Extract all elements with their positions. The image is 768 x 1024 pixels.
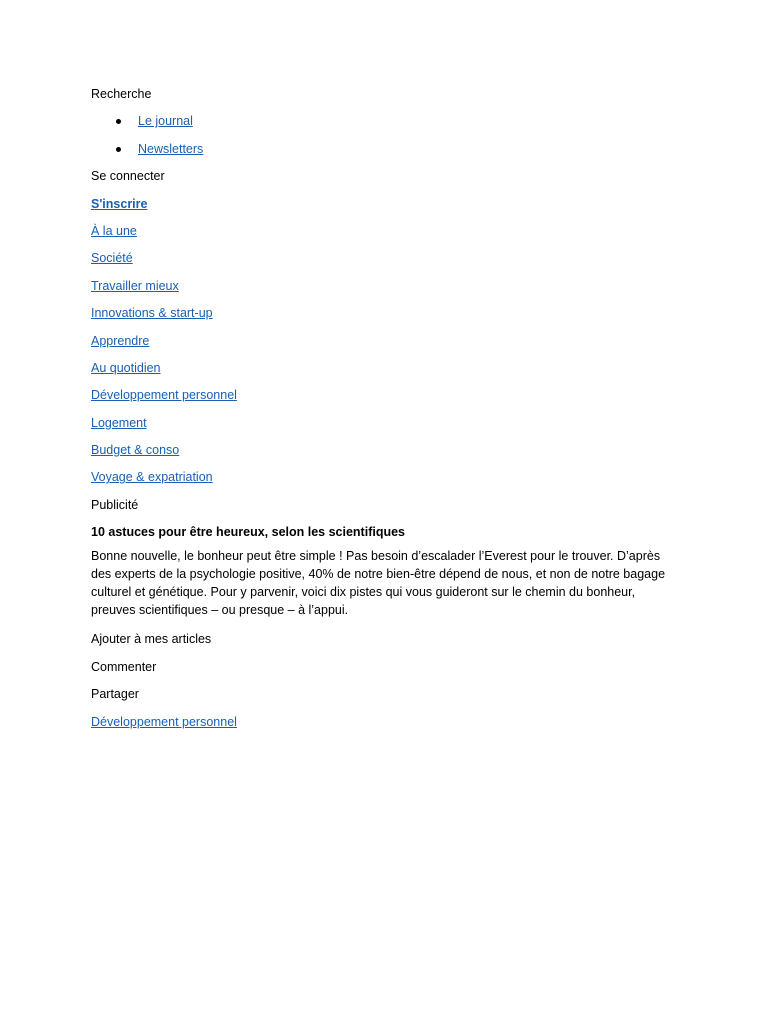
nav-item-developpement-personnel	[91, 385, 681, 412]
main-content	[91, 84, 681, 739]
header-links	[91, 111, 681, 166]
header-link-item-newsletters	[91, 139, 681, 166]
nav-item-travailler-mieux	[91, 276, 681, 303]
article	[91, 522, 681, 739]
article-category-row	[91, 712, 681, 739]
nav-item-apprendre	[91, 331, 681, 358]
article-summary: Bonne nouvelle, le bonheur peut être simple ! Pas besoin d’escalader l’Everest pour le trouver. D’après des experts de la psychologie positive, 40% de notre bien-être dépend de nous, et non de notre bagage culturel et génétique. Pour y parvenir, voici dix pistes qui vous guideront sur le chemin du bonheur, preuves scientifiques – ou presque – à l’appui.	[91, 549, 666, 617]
share-button[interactable]: Partager	[91, 687, 139, 702]
nav-link-budget-conso[interactable]: Budget & conso	[91, 443, 180, 458]
newsletters-link[interactable]: Newsletters	[138, 141, 204, 156]
save-article-button[interactable]: Ajouter à mes articles	[91, 632, 212, 647]
nav-item-logement	[91, 413, 681, 440]
nav-link-au-quotidien[interactable]: Au quotidien	[91, 360, 161, 375]
nav-link-travailler-mieux[interactable]: Travailler mieux	[91, 278, 179, 293]
nav-link-innovations[interactable]: Innovations & start-up	[91, 306, 213, 321]
article-title: 10 astuces pour être heureux, selon les scientifiques	[91, 525, 406, 540]
comment-button[interactable]: Commenter	[91, 659, 157, 674]
nav-item-au-quotidien	[91, 358, 681, 385]
nav-item-voyage-expatriation	[91, 467, 681, 494]
article-category-link[interactable]: Développement personnel	[91, 714, 237, 729]
bullet-icon	[116, 119, 121, 124]
nav-item-societe	[91, 248, 681, 275]
nav-item-innovations	[91, 303, 681, 330]
nav-link-societe[interactable]: Société	[91, 251, 133, 266]
bullet-icon	[116, 147, 121, 152]
search-button[interactable]: Recherche	[91, 87, 152, 101]
header-link-item-journal	[91, 111, 681, 138]
nav-item-a-la-une	[91, 221, 681, 248]
ad-label: Publicité	[91, 497, 139, 512]
nav-link-a-la-une[interactable]: À la une	[91, 223, 137, 238]
section-nav	[91, 221, 681, 495]
nav-link-apprendre[interactable]: Apprendre	[91, 333, 150, 348]
nav-link-logement[interactable]: Logement	[91, 415, 147, 430]
signup-link[interactable]: S'inscrire	[91, 196, 148, 211]
login-button[interactable]: Se connecter	[91, 169, 165, 184]
nav-link-developpement-personnel[interactable]: Développement personnel	[91, 388, 237, 403]
journal-link[interactable]: Le journal	[138, 114, 193, 129]
nav-link-voyage-expatriation[interactable]: Voyage & expatriation	[91, 470, 213, 485]
signup-row	[91, 194, 681, 221]
nav-item-budget-conso	[91, 440, 681, 467]
